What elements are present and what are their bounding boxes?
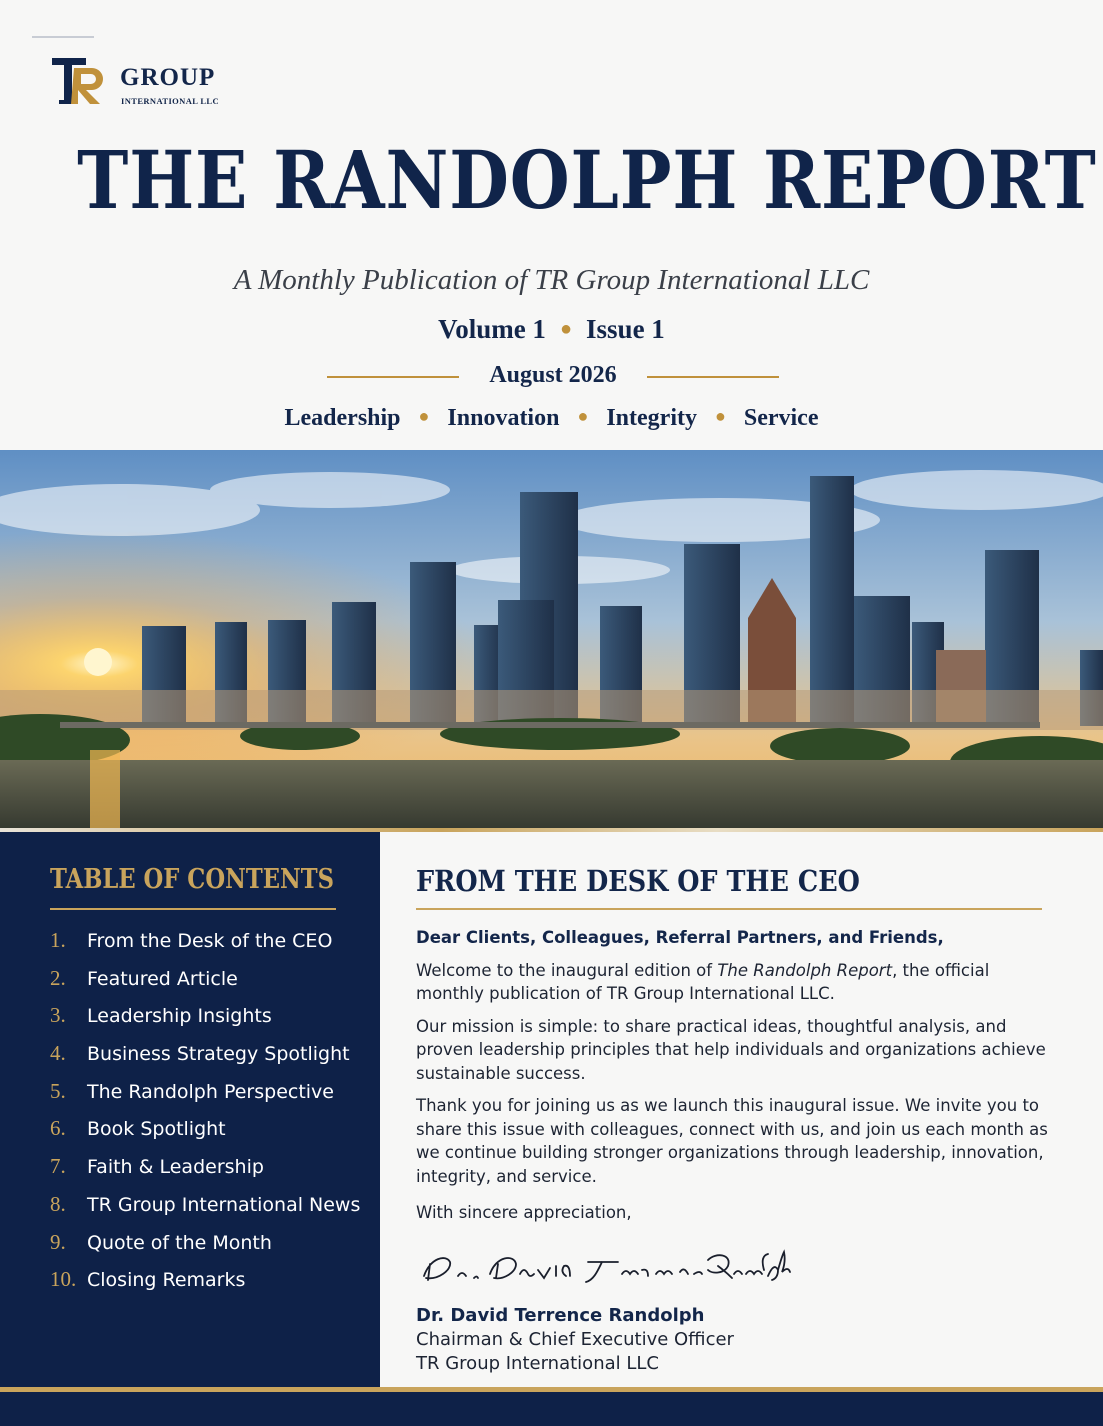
logo-group-text: GROUP bbox=[120, 64, 216, 91]
signer-company: TR Group International LLC bbox=[416, 1353, 659, 1374]
toc-item[interactable] bbox=[50, 1267, 370, 1305]
letter-greeting: Dear Clients, Colleagues, Referral Partners, and Friends, bbox=[416, 928, 944, 947]
tr-group-logo bbox=[50, 54, 240, 108]
toc-item-label: Closing Remarks bbox=[87, 1269, 246, 1292]
table-of-contents bbox=[0, 832, 380, 1388]
logo-sub-text: INTERNATIONAL LLC bbox=[121, 96, 220, 106]
toc-item[interactable] bbox=[50, 1079, 370, 1117]
letter-text: Welcome to the inaugural edition of bbox=[416, 960, 718, 980]
toc-item[interactable] bbox=[50, 928, 370, 966]
pillar-item: Service bbox=[743, 405, 819, 431]
toc-item[interactable] bbox=[50, 1116, 370, 1154]
toc-item-label: Featured Article bbox=[87, 967, 238, 990]
toc-item-number: 8. bbox=[50, 1191, 66, 1216]
toc-item-number: 1. bbox=[50, 928, 66, 952]
letter-paragraph: Our mission is simple: to share practical ideas, thoughtful analysis, and proven leadership principles that help individuals and organizations achieve sustainable success. bbox=[416, 1016, 1046, 1083]
toc-item-label: Quote of the Month bbox=[87, 1231, 272, 1254]
toc-item-number: 3. bbox=[50, 1003, 66, 1028]
signer-role: Chairman & Chief Executive Officer bbox=[416, 1329, 734, 1350]
date-row bbox=[327, 362, 779, 392]
toc-title: TABLE OF CONTENTS bbox=[50, 864, 334, 895]
separator-dot-icon: ● bbox=[418, 406, 430, 426]
toc-item[interactable] bbox=[50, 1041, 370, 1079]
ceo-section-title: FROM THE DESK OF THE CEO bbox=[416, 864, 860, 898]
pillars bbox=[0, 405, 1103, 432]
handwritten-signature-image bbox=[416, 1240, 796, 1300]
toc-item-number: 2. bbox=[50, 965, 66, 990]
toc-rule bbox=[50, 908, 336, 910]
volume-issue bbox=[0, 314, 1103, 345]
city-skyline-image bbox=[0, 450, 1103, 832]
toc-item-label: Faith & Leadership bbox=[87, 1156, 264, 1179]
letter-closing: With sincere appreciation, bbox=[416, 1203, 632, 1222]
toc-item-number: 5. bbox=[50, 1078, 66, 1103]
footer-band bbox=[0, 1392, 1103, 1426]
toc-item[interactable] bbox=[50, 966, 370, 1004]
tr-monogram-icon bbox=[50, 54, 116, 108]
signer-block bbox=[416, 1304, 734, 1376]
toc-item-label: Business Strategy Spotlight bbox=[87, 1043, 350, 1066]
toc-item[interactable] bbox=[50, 1192, 370, 1230]
ceo-rule bbox=[416, 908, 1042, 910]
toc-item-label: Leadership Insights bbox=[87, 1005, 272, 1028]
pillar-item: Integrity bbox=[606, 405, 697, 431]
toc-item[interactable] bbox=[50, 1003, 370, 1041]
ceo-letter-body bbox=[416, 926, 1061, 1234]
pillar-item: Leadership bbox=[284, 405, 401, 431]
separator-dot-icon: ● bbox=[559, 318, 573, 340]
toc-item-label: From the Desk of the CEO bbox=[87, 930, 333, 952]
toc-item[interactable] bbox=[50, 1154, 370, 1192]
toc-item-label: Book Spotlight bbox=[87, 1118, 226, 1141]
top-rule bbox=[32, 36, 94, 38]
masthead-subtitle: A Monthly Publication of TR Group International LLC bbox=[233, 264, 870, 296]
separator-dot-icon: ● bbox=[577, 406, 589, 426]
signer-name: Dr. David Terrence Randolph bbox=[416, 1305, 705, 1326]
toc-item-number: 6. bbox=[50, 1116, 66, 1141]
masthead-title: THE RANDOLPH REPORT bbox=[77, 133, 1097, 227]
toc-item-number: 9. bbox=[50, 1229, 66, 1254]
issue-date: August 2026 bbox=[489, 362, 617, 388]
issue-label: Issue 1 bbox=[586, 314, 665, 344]
toc-item-number: 4. bbox=[50, 1041, 66, 1066]
pillar-item: Innovation bbox=[447, 405, 560, 431]
date-rule-right bbox=[647, 376, 779, 378]
toc-item-label: TR Group International News bbox=[87, 1193, 361, 1216]
toc-item-label: The Randolph Perspective bbox=[87, 1080, 334, 1103]
toc-item[interactable] bbox=[50, 1230, 370, 1268]
letter-paragraph bbox=[416, 959, 1061, 1006]
letter-text: , the official monthly publication of TR Group International LLC. bbox=[416, 960, 990, 1003]
separator-dot-icon: ● bbox=[714, 406, 726, 426]
toc-item-number: 10. bbox=[50, 1267, 77, 1292]
letter-paragraph: Thank you for joining us as we launch this inaugural issue. We invite you to share this issue with colleagues, connect with us, and join us each month as we continue building stronger organizations through leadership, innovation, integrity, and service. bbox=[416, 1096, 1048, 1186]
volume-label: Volume 1 bbox=[438, 314, 546, 344]
toc-item-number: 7. bbox=[50, 1154, 66, 1179]
publication-name: The Randolph Report bbox=[717, 960, 893, 980]
toc-list bbox=[50, 928, 370, 1305]
